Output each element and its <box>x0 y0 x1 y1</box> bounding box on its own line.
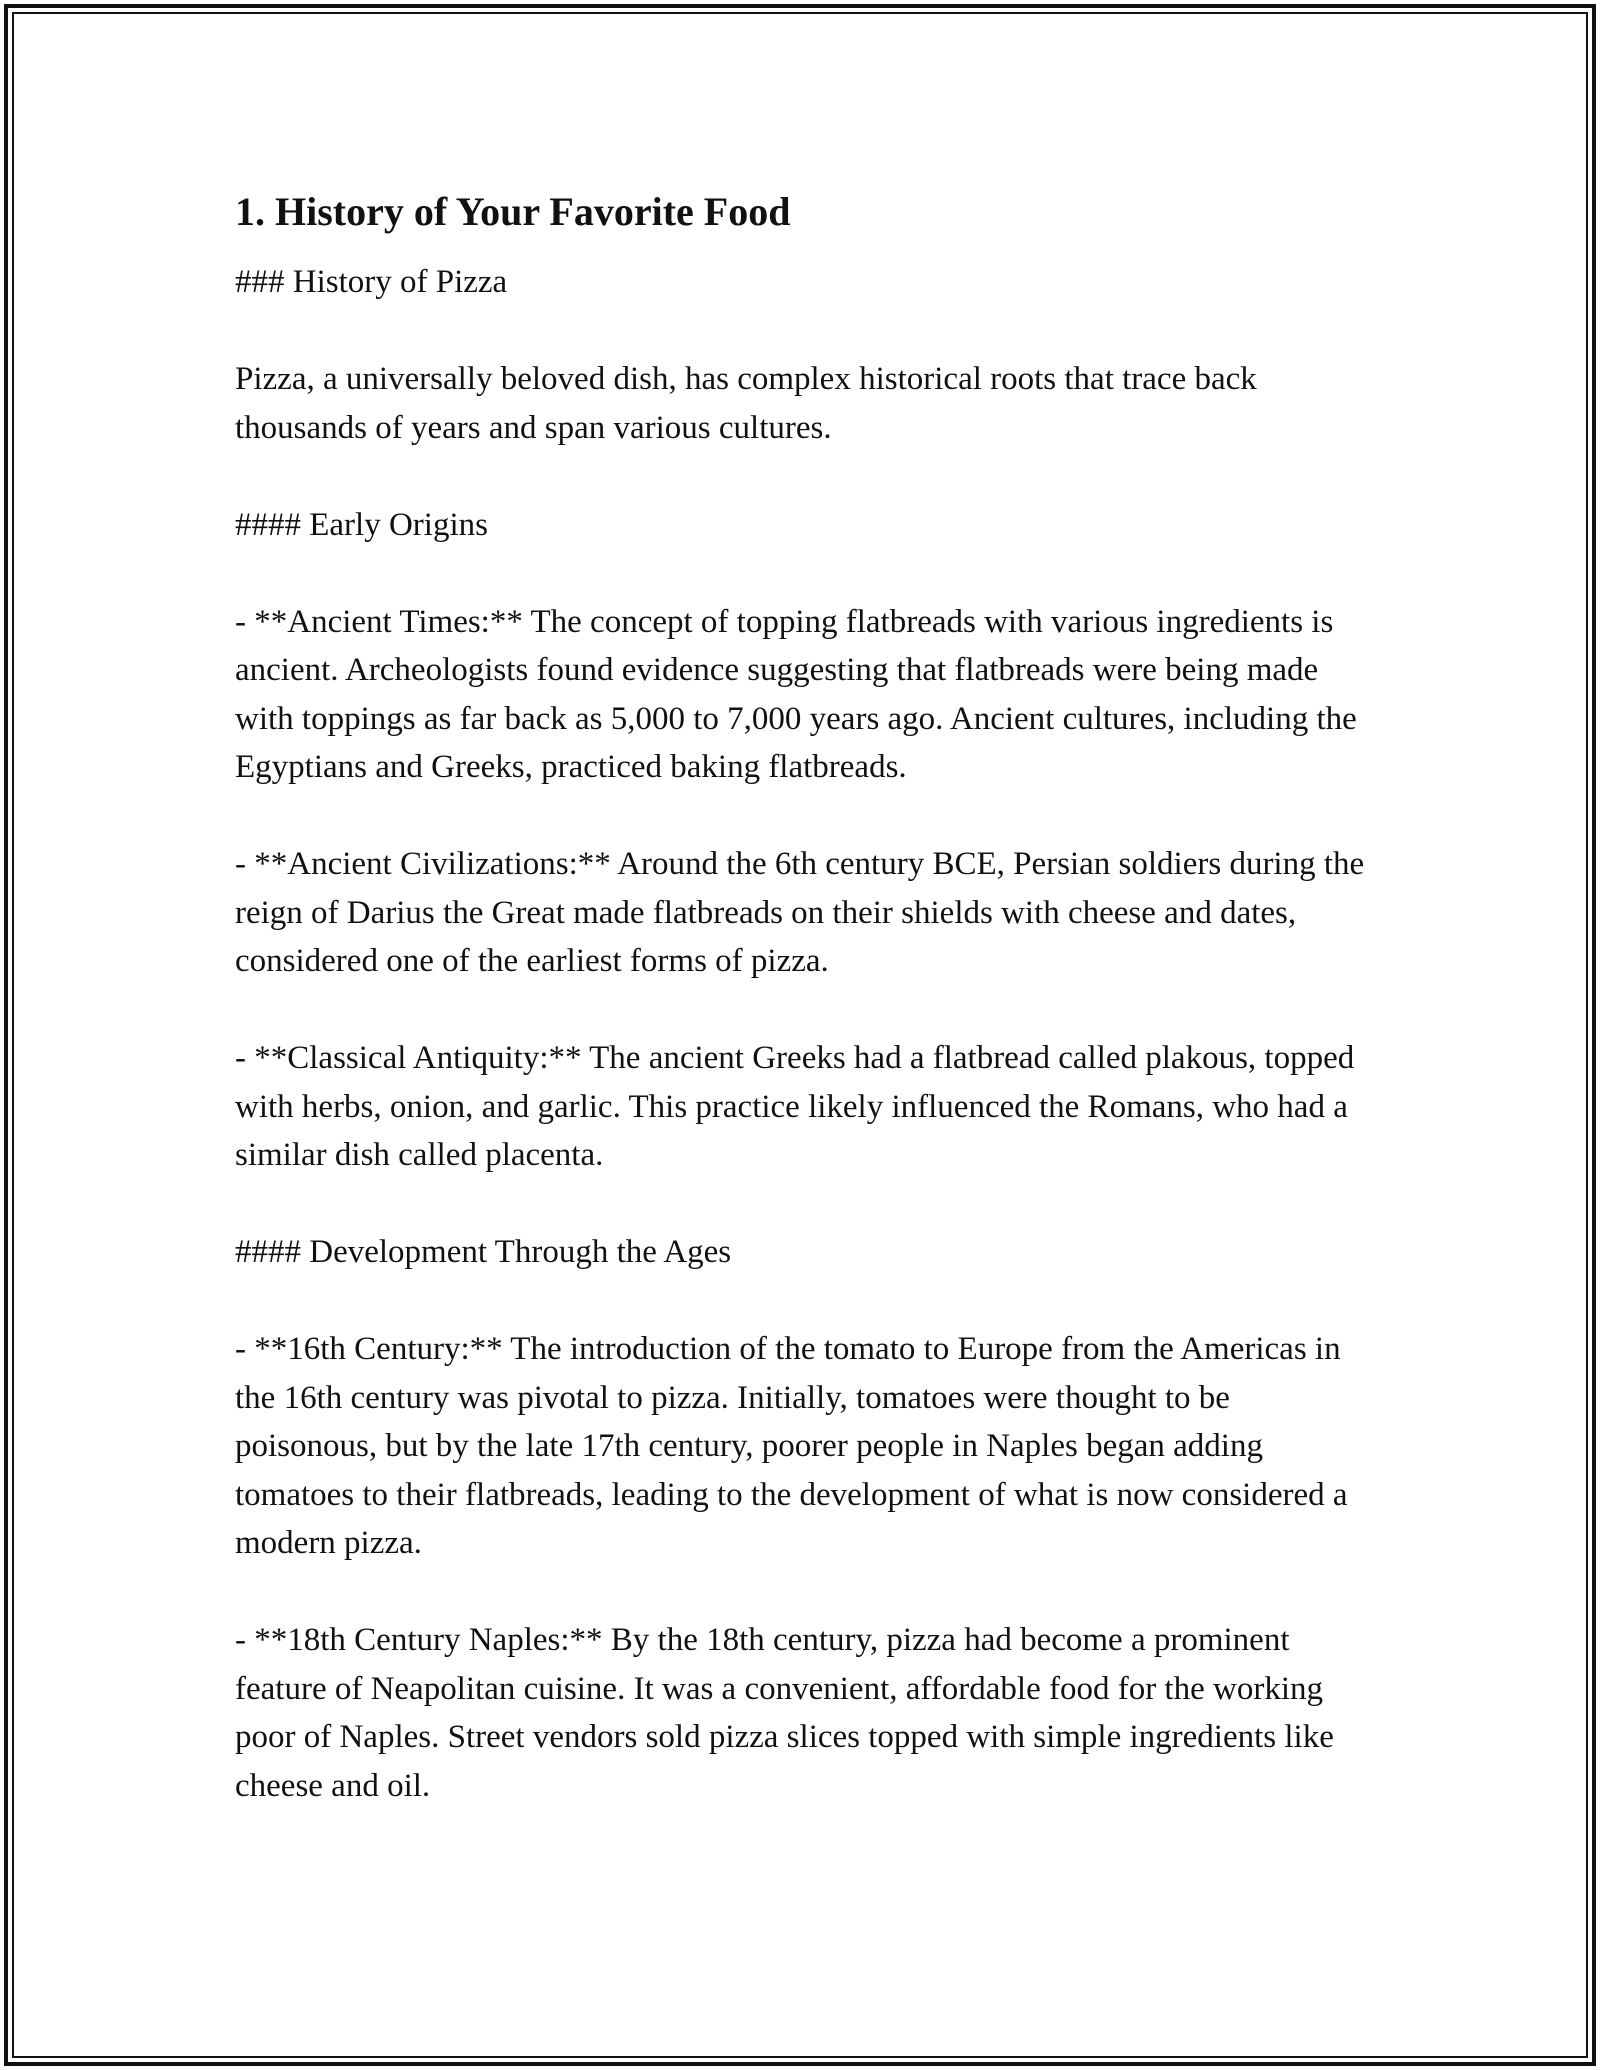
heading-early-origins: #### Early Origins <box>235 506 488 543</box>
heading-development-through-the-ages: #### Development Through the Ages <box>235 1234 732 1270</box>
bullet-ancient-times: - **Ancient Times:** The concept of topping flatbreads with various ingredients is ancient. Archeologists found evidence suggesting that flatbreads were being made with toppings as far back as 5,000 to 7,000 years ago. Ancient cultures, including the Egyptians and Greeks, practiced baking flatbreads. <box>235 603 1357 785</box>
heading-history-of-pizza: ### History of Pizza <box>235 264 508 300</box>
bullet-ancient-civilizations: - **Ancient Civilizations:** Around the 6th century BCE, Persian soldiers during the reign of Darius the Great made flatbreads on their shields with cheese and dates, considered one of the earliest forms of pizza. <box>235 846 1365 979</box>
document-body <box>235 186 1375 1810</box>
bullet-18th-century-naples: - **18th Century Naples:** By the 18th century, pizza had become a prominent feature of Neapolitan cuisine. It was a convenient, affordable food for the working poor of Naples. Street vendors sold pizza slices topped with simple ingredients like cheese and oil. <box>235 1622 1334 1804</box>
bullet-16th-century: - **16th Century:** The introduction of the tomato to Europe from the Americas in the 16th century was pivotal to pizza. Initially, tomatoes were thought to be poisonous, but by the late 17th century, poorer people in Naples began adding tomatoes to their flatbreads, leading to the development of what is now considered a modern pizza. <box>235 1331 1348 1561</box>
document-title: 1. History of Your Favorite Food <box>235 189 791 234</box>
intro-paragraph: Pizza, a universally beloved dish, has complex historical roots that trace back thousands of years and span various cultures. <box>235 361 1257 446</box>
bullet-classical-antiquity: - **Classical Antiquity:** The ancient Greeks had a flatbread called plakous, topped with herbs, onion, and garlic. This practice likely influenced the Romans, who had a similar dish called placenta. <box>235 1040 1355 1173</box>
